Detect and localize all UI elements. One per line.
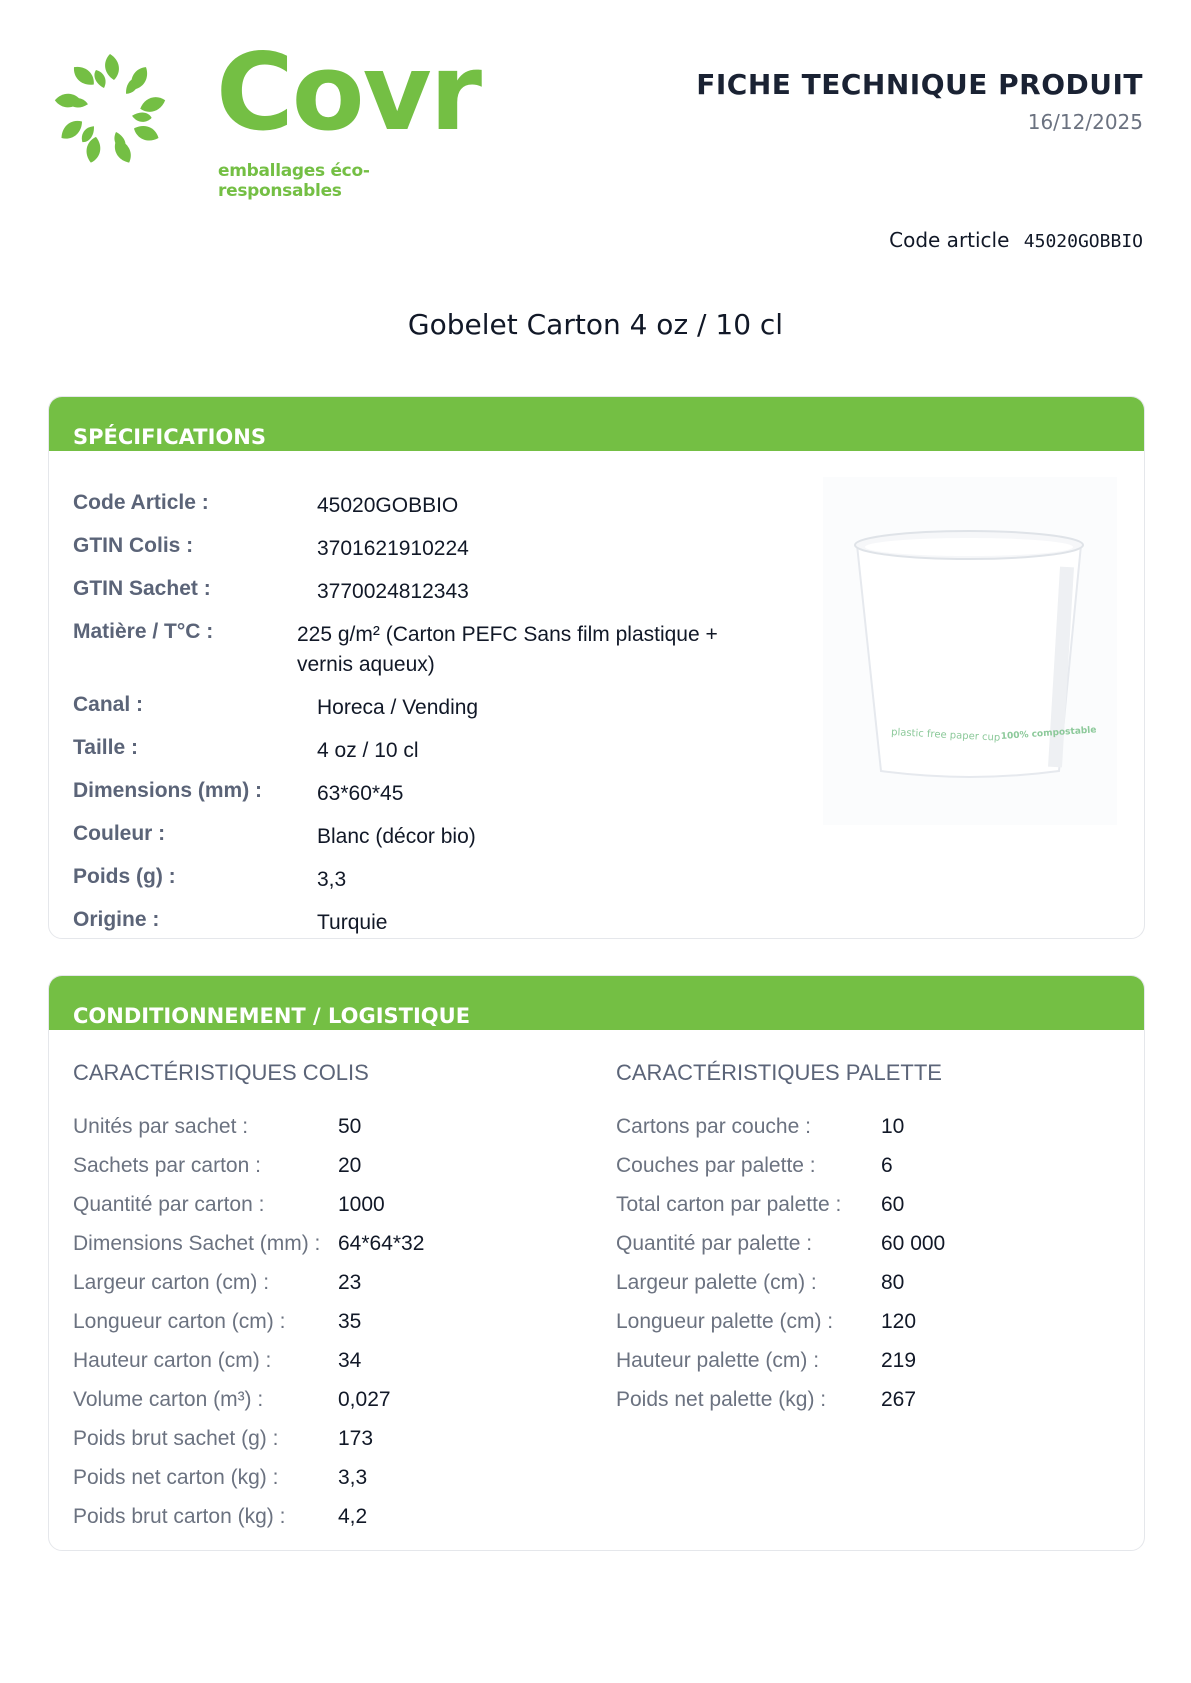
colis-value: 35 — [338, 1310, 362, 1333]
spec-value: Turquie — [317, 911, 388, 934]
colis-label: Poids net carton (kg) : — [73, 1466, 279, 1489]
palette-value: 80 — [881, 1271, 905, 1294]
palette-label: Couches par palette : — [616, 1154, 816, 1177]
logistics-heading: CONDITIONNEMENT / LOGISTIQUE — [49, 976, 1144, 1030]
palette-label: Hauteur palette (cm) : — [616, 1349, 820, 1372]
colis-label: Quantité par carton : — [73, 1193, 265, 1216]
colis-value: 34 — [338, 1349, 362, 1372]
colis-label: Poids brut sachet (g) : — [73, 1427, 279, 1450]
spec-label: GTIN Colis : — [73, 534, 194, 557]
colis-label: Dimensions Sachet (mm) : — [73, 1232, 321, 1255]
spec-label: Poids (g) : — [73, 865, 176, 888]
brand-name: Covr — [216, 31, 480, 154]
colis-value: 23 — [338, 1271, 362, 1294]
cup-print-text: 100% compostable — [1000, 725, 1097, 742]
colis-label: Poids brut carton (kg) : — [73, 1505, 286, 1528]
colis-value: 0,027 — [338, 1388, 391, 1411]
spec-value: 4 oz / 10 cl — [317, 739, 419, 762]
spec-value: 225 g/m² (Carton PEFC Sans film plastique + vernis aqueux) — [297, 623, 718, 676]
product-title: Gobelet Carton 4 oz / 10 cl — [407, 308, 784, 341]
colis-label: Volume carton (m³) : — [73, 1388, 264, 1411]
palette-value: 10 — [881, 1115, 905, 1138]
article-code-line — [889, 228, 1143, 252]
palette-label: Largeur palette (cm) : — [616, 1271, 817, 1294]
spec-label: Origine : — [73, 908, 160, 931]
article-code-value: 45020GOBBIO — [1023, 231, 1143, 252]
palette-value: 219 — [881, 1349, 917, 1372]
spec-value: Blanc (décor bio) — [317, 825, 476, 848]
palette-label: Cartons par couche : — [616, 1115, 811, 1138]
spec-value: 3701621910224 — [317, 537, 469, 560]
document-title: FICHE TECHNIQUE PRODUIT — [696, 68, 1143, 101]
spec-value: 63*60*45 — [317, 782, 404, 805]
spec-label: Code Article : — [73, 491, 209, 514]
colis-value: 20 — [338, 1154, 362, 1177]
spec-value: Horeca / Vending — [317, 696, 479, 719]
document-date: 16/12/2025 — [1027, 110, 1143, 134]
spec-label: Taille : — [73, 736, 138, 759]
brand-tagline: emballages éco-responsables — [218, 161, 370, 201]
spec-label: Canal : — [73, 693, 144, 716]
product-image — [823, 477, 1117, 825]
spec-value: 45020GOBBIO — [317, 494, 459, 517]
spec-label: Matière / T°C : — [73, 620, 214, 643]
spec-label: Couleur : — [73, 822, 166, 845]
palette-value: 6 — [881, 1154, 893, 1177]
paper-cup-icon — [823, 477, 1117, 825]
spec-value: 3,3 — [317, 868, 347, 891]
palette-value: 120 — [881, 1310, 917, 1333]
palette-value: 60 000 — [881, 1232, 946, 1255]
colis-label: Longueur carton (cm) : — [73, 1310, 286, 1333]
colis-title: CARACTÉRISTIQUES COLIS — [73, 1060, 369, 1085]
colis-value: 64*64*32 — [338, 1232, 425, 1255]
covr-logo — [48, 31, 488, 201]
specifications-section — [48, 396, 1145, 939]
cup-print-text: plastic free paper cup — [890, 727, 1001, 744]
logistics-section — [48, 975, 1145, 1551]
palette-label: Poids net palette (kg) : — [616, 1388, 827, 1411]
colis-value: 1000 — [338, 1193, 385, 1216]
article-code-label: Code article — [889, 228, 1010, 252]
palette-value: 267 — [881, 1388, 917, 1411]
palette-label: Total carton par palette : — [616, 1193, 842, 1216]
colis-value: 173 — [338, 1427, 374, 1450]
colis-label: Largeur carton (cm) : — [73, 1271, 270, 1294]
palette-title: CARACTÉRISTIQUES PALETTE — [616, 1060, 942, 1085]
leaf-wreath-icon — [48, 48, 178, 178]
spec-label: GTIN Sachet : — [73, 577, 211, 600]
page-header — [48, 31, 1143, 201]
colis-value: 4,2 — [338, 1505, 368, 1528]
colis-label: Hauteur carton (cm) : — [73, 1349, 272, 1372]
spec-value: 3770024812343 — [317, 580, 469, 603]
palette-label: Longueur palette (cm) : — [616, 1310, 834, 1333]
colis-value: 3,3 — [338, 1466, 368, 1489]
specifications-heading: SPÉCIFICATIONS — [49, 397, 1144, 451]
colis-label: Sachets par carton : — [73, 1154, 261, 1177]
colis-label: Unités par sachet : — [73, 1115, 249, 1138]
spec-label: Dimensions (mm) : — [73, 779, 263, 802]
palette-value: 60 — [881, 1193, 905, 1216]
colis-value: 50 — [338, 1115, 362, 1138]
palette-label: Quantité par palette : — [616, 1232, 813, 1255]
